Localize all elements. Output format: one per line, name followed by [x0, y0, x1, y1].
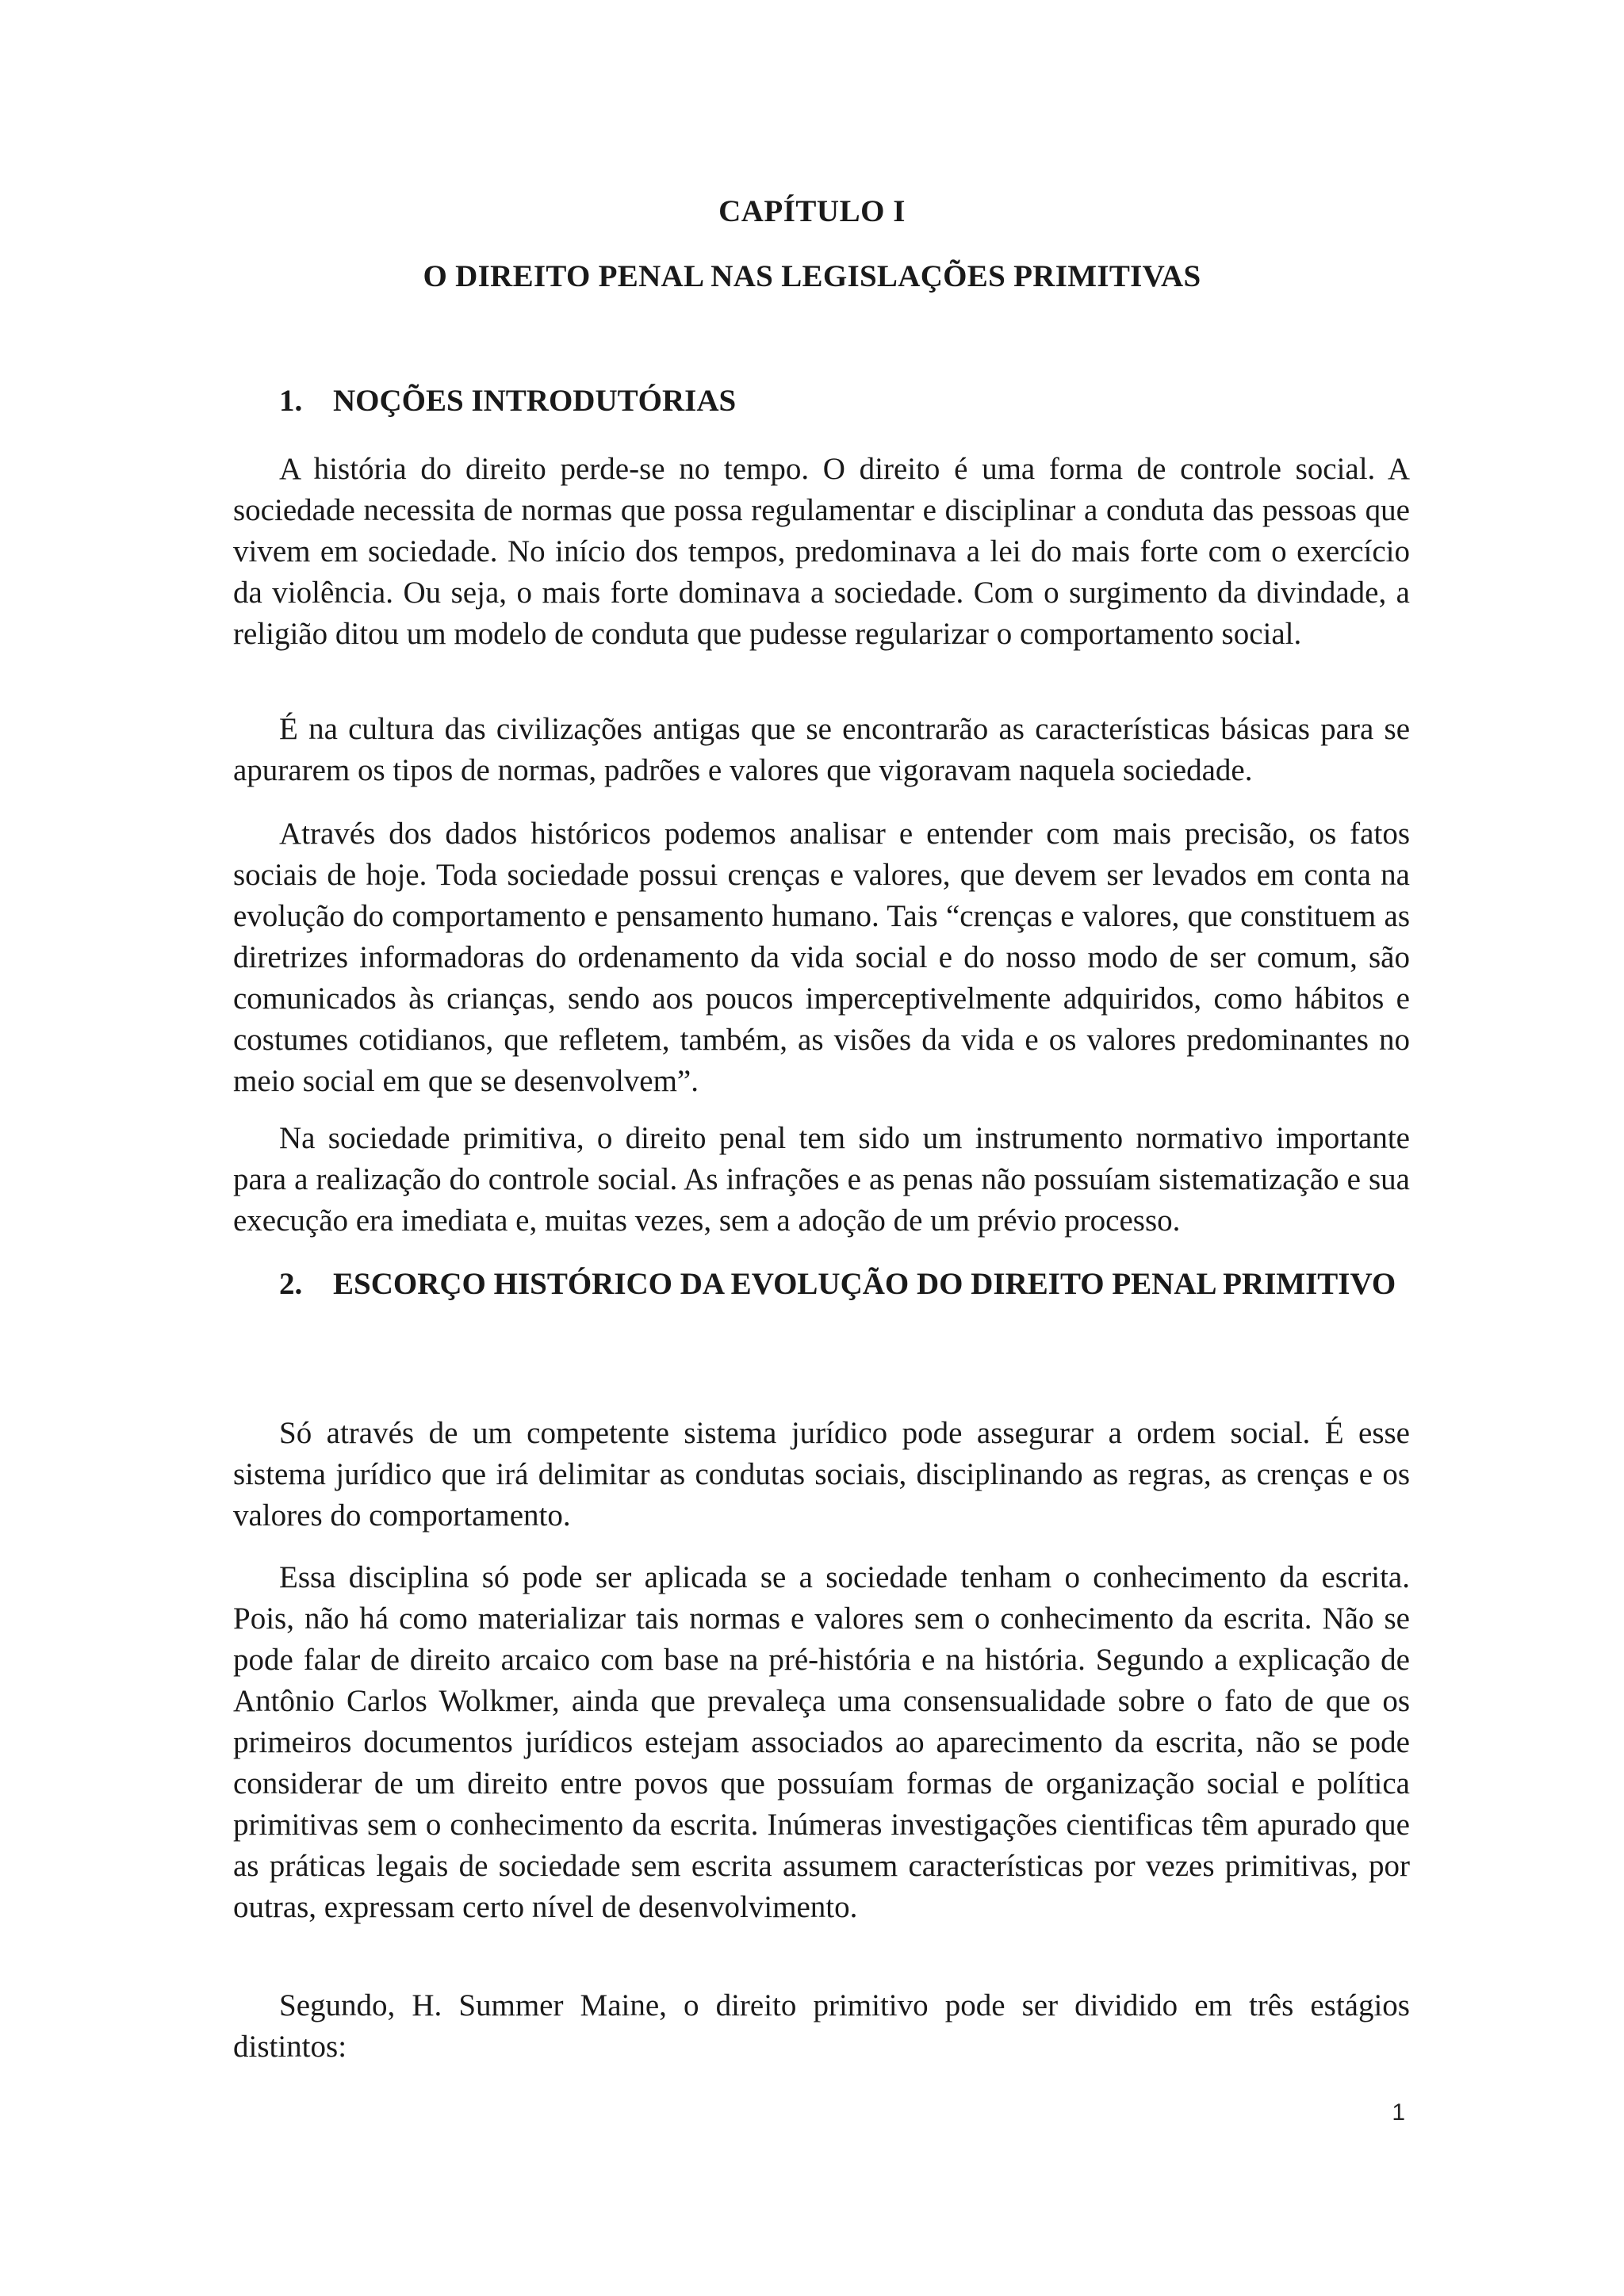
section-heading-1 — [279, 381, 1410, 422]
paragraph: Essa disciplina só pode ser aplicada se a sociedade tenham o conhecimento da escrita. Pois, não há como materializar tais normas e valores sem o conhecimento da escrita. Não se pode falar de direito arcaico com base na pré-história e na história. Segundo a explicação de Antônio Carlos Wolkmer, ainda que prevaleça uma consensualidade sobre o fato de que os primeiros documentos jurídicos estejam associados ao aparecimento da escrita, não se pode considerar de um direito entre povos que possuíam formas de organização social e política primitivas sem o conhecimento da escrita. Inúmeras investigações cientificas têm apurado que as práticas legais de sociedade sem escrita assumem características por vezes primitivas, por outras, expressam certo nível de desenvolvimento. — [233, 1560, 1410, 1924]
page-number: 1 — [1392, 2099, 1405, 2126]
paragraph: Através dos dados históricos podemos analisar e entender com mais precisão, os fatos sociais de hoje. Toda sociedade possui crenças e valores, que devem ser levados em conta na evolução do comportamento e pensamento humano. Tais “crenças e valores, que constituem as diretrizes informadoras do ordenamento da vida social e do nosso modo de ser comum, são comunicados às crianças, sendo aos poucos imperceptivelmente adquiridos, como hábitos e costumes cotidianos, que refletem, também, as visões da vida e os valores predominantes no meio social em que se desenvolvem”. — [233, 817, 1410, 1098]
section-number: 2. — [279, 1267, 303, 1301]
section-title: ESCORÇO HISTÓRICO DA EVOLUÇÃO DO DIREITO PENAL PRIMITIVO — [333, 1267, 1396, 1301]
section-title: NOÇÕES INTRODUTÓRIAS — [333, 384, 737, 418]
chapter-label: CAPÍTULO I — [718, 194, 906, 228]
chapter-title: O DIREITO PENAL NAS LEGISLAÇÕES PRIMITIVAS — [423, 259, 1201, 293]
paragraph: Na sociedade primitiva, o direito penal tem sido um instrumento normativo importante para a realização do controle social. As infrações e as penas não possuíam sistematização e sua execução era imediata e, muitas vezes, sem a adoção de um prévio processo. — [233, 1121, 1410, 1238]
section-number: 1. — [279, 384, 303, 418]
paragraph: A história do direito perde-se no tempo. O direito é uma forma de controle social. A sociedade necessita de normas que possa regulamentar e disciplinar a conduta das pessoas que vivem em sociedade. No início dos tempos, predominava a lei do mais forte com o exercício da violência. Ou seja, o mais forte dominava a sociedade. Com o surgimento da divindade, a religião ditou um modelo de conduta que pudesse regularizar o comportamento social. — [233, 452, 1410, 651]
paragraph: Segundo, H. Summer Maine, o direito primitivo pode ser dividido em três estágios distintos: — [233, 1988, 1410, 2064]
paragraph: É na cultura das civilizações antigas que se encontrarão as características básicas para se apurarem os tipos de normas, padrões e valores que vigoravam naquela sociedade. — [233, 712, 1410, 787]
section-heading-2 — [279, 1264, 1410, 1305]
paragraph: Só através de um competente sistema jurídico pode assegurar a ordem social. É esse sistema jurídico que irá delimitar as condutas sociais, disciplinando as regras, as crenças e os valores do comportamento. — [233, 1416, 1410, 1533]
